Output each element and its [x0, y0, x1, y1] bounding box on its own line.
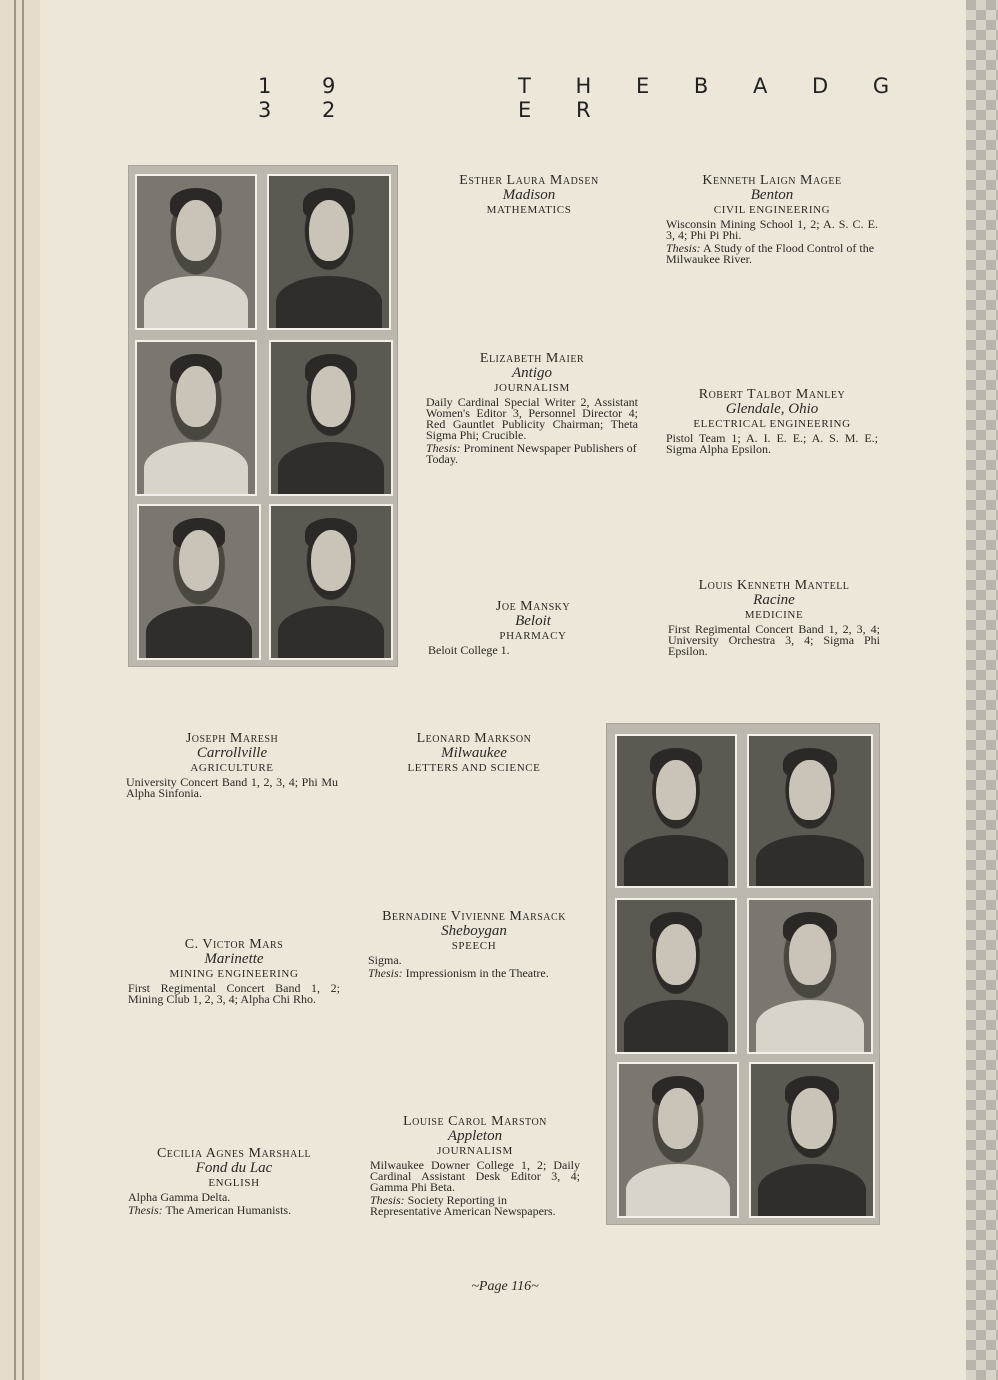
portrait-marston — [749, 1062, 875, 1218]
student-activities: Daily Cardinal Special Writer 2, Assistant Women's Editor 3, Personnel Director 4; Red Gauntlet Publicity Chairman; Theta Sigma Phi; Crucible. — [426, 395, 638, 442]
portrait-marsack — [747, 898, 873, 1054]
left-page-rule — [0, 0, 40, 1380]
student-name: C. Victor Mars — [184, 937, 284, 952]
portrait-maier — [135, 340, 257, 496]
student-department: ELECTRICAL ENGINEERING — [693, 418, 851, 430]
student-name: Kenneth Laign Magee — [702, 173, 842, 188]
student-name: Louise Carol Marston — [403, 1114, 547, 1129]
student-city: Madison — [502, 187, 556, 203]
student-activities: University Concert Band 1, 2, 3, 4; Phi Mu Alpha Sinfonia. — [126, 775, 338, 800]
student-name: Joe Mansky — [495, 599, 571, 614]
student-department: CIVIL ENGINEERING — [713, 204, 831, 216]
student-department: MATHEMATICS — [486, 204, 572, 216]
student-thesis: Thesis: A Study of the Flood Control of the Milwaukee River. — [666, 241, 875, 266]
student-city: Benton — [750, 187, 794, 203]
portrait-mantell — [269, 504, 393, 660]
student-city: Sheboygan — [441, 923, 507, 939]
entry-marsack — [368, 909, 580, 979]
student-department: AGRICULTURE — [190, 762, 274, 774]
student-thesis: Thesis: Prominent Newspaper Publishers of Today. — [426, 441, 637, 466]
student-city: Marinette — [204, 951, 264, 967]
student-department: JOURNALISM — [437, 1145, 513, 1157]
student-activities: Alpha Gamma Delta. — [128, 1190, 231, 1204]
entry-mansky — [428, 599, 638, 656]
student-name: Bernadine Vivienne Marsack — [382, 909, 566, 924]
student-name: Cecilia Agnes Marshall — [156, 1146, 312, 1161]
student-city: Fond du Lac — [195, 1160, 273, 1176]
student-activities: Milwaukee Downer College 1, 2; Daily Cardinal Assistant Desk Editor 3, 4; Gamma Phi Beta. — [370, 1158, 580, 1194]
header-year: 1 9 3 2 — [258, 74, 358, 122]
student-name: Esther Laura Madsen — [459, 173, 599, 188]
student-city: Racine — [753, 592, 795, 608]
portrait-madsen — [135, 174, 257, 330]
student-city: Beloit — [515, 613, 551, 629]
portrait-magee — [267, 174, 391, 330]
portrait-mars — [615, 898, 737, 1054]
entry-markson — [368, 731, 580, 775]
student-activities: Sigma. — [368, 953, 402, 967]
student-city: Glendale, Ohio — [725, 401, 819, 417]
student-thesis: Thesis: Impressionism in the Theatre. — [368, 966, 549, 980]
student-city: Appleton — [447, 1128, 503, 1144]
right-decorative-border — [966, 0, 998, 1380]
student-name: Louis Kenneth Mantell — [698, 578, 850, 593]
student-city: Antigo — [512, 365, 552, 381]
entry-manley — [666, 387, 878, 455]
student-department: LETTERS AND SCIENCE — [407, 762, 541, 774]
portrait-marshall — [617, 1062, 739, 1218]
entry-mantell — [668, 578, 880, 657]
student-department: SPEECH — [451, 940, 497, 952]
portrait-mansky — [137, 504, 261, 660]
student-department: MINING ENGINEERING — [169, 968, 299, 980]
photo-panel-bottom — [606, 723, 880, 1225]
photo-panel-top — [128, 165, 398, 667]
student-activities: Beloit College 1. — [428, 643, 510, 657]
student-thesis: Thesis: The American Humanists. — [128, 1203, 292, 1217]
student-activities: First Regimental Concert Band 1, 2; Mining Club 1, 2, 3, 4; Alpha Chi Rho. — [128, 981, 340, 1006]
entry-mars — [128, 937, 340, 1005]
student-name: Robert Talbot Manley — [698, 387, 846, 402]
portrait-manley — [269, 340, 393, 496]
student-department: MEDICINE — [744, 609, 804, 621]
entry-marshall — [128, 1146, 340, 1216]
header-title: T H E B A D G E R — [518, 74, 909, 122]
entry-magee — [666, 173, 878, 265]
student-department: PHARMACY — [499, 630, 567, 642]
page-number: ~Page 116~ — [471, 1279, 539, 1294]
student-activities: Wisconsin Mining School 1, 2; A. S. C. E. 3, 4; Phi Pi Phi. — [666, 217, 878, 242]
entry-madsen — [428, 173, 630, 217]
entry-maier — [426, 351, 638, 465]
student-department: ENGLISH — [208, 1177, 260, 1189]
student-city: Carrollville — [196, 745, 268, 761]
student-department: JOURNALISM — [494, 382, 570, 394]
student-name: Joseph Maresh — [185, 731, 279, 746]
student-name: Elizabeth Maier — [479, 351, 585, 366]
student-thesis: Thesis: Society Reporting in Representative American Newspapers. — [370, 1193, 556, 1218]
student-activities: First Regimental Concert Band 1, 2, 3, 4; University Orchestra 3, 4; Sigma Phi Epsilon. — [668, 622, 880, 658]
student-city: Milwaukee — [441, 745, 507, 761]
entry-marston — [370, 1114, 580, 1217]
entry-maresh — [126, 731, 338, 799]
student-name: Leonard Markson — [416, 731, 532, 746]
student-activities: Pistol Team 1; A. I. E. E.; A. S. M. E.; Sigma Alpha Epsilon. — [666, 431, 878, 456]
portrait-markson — [747, 734, 873, 888]
portrait-maresh — [615, 734, 737, 888]
